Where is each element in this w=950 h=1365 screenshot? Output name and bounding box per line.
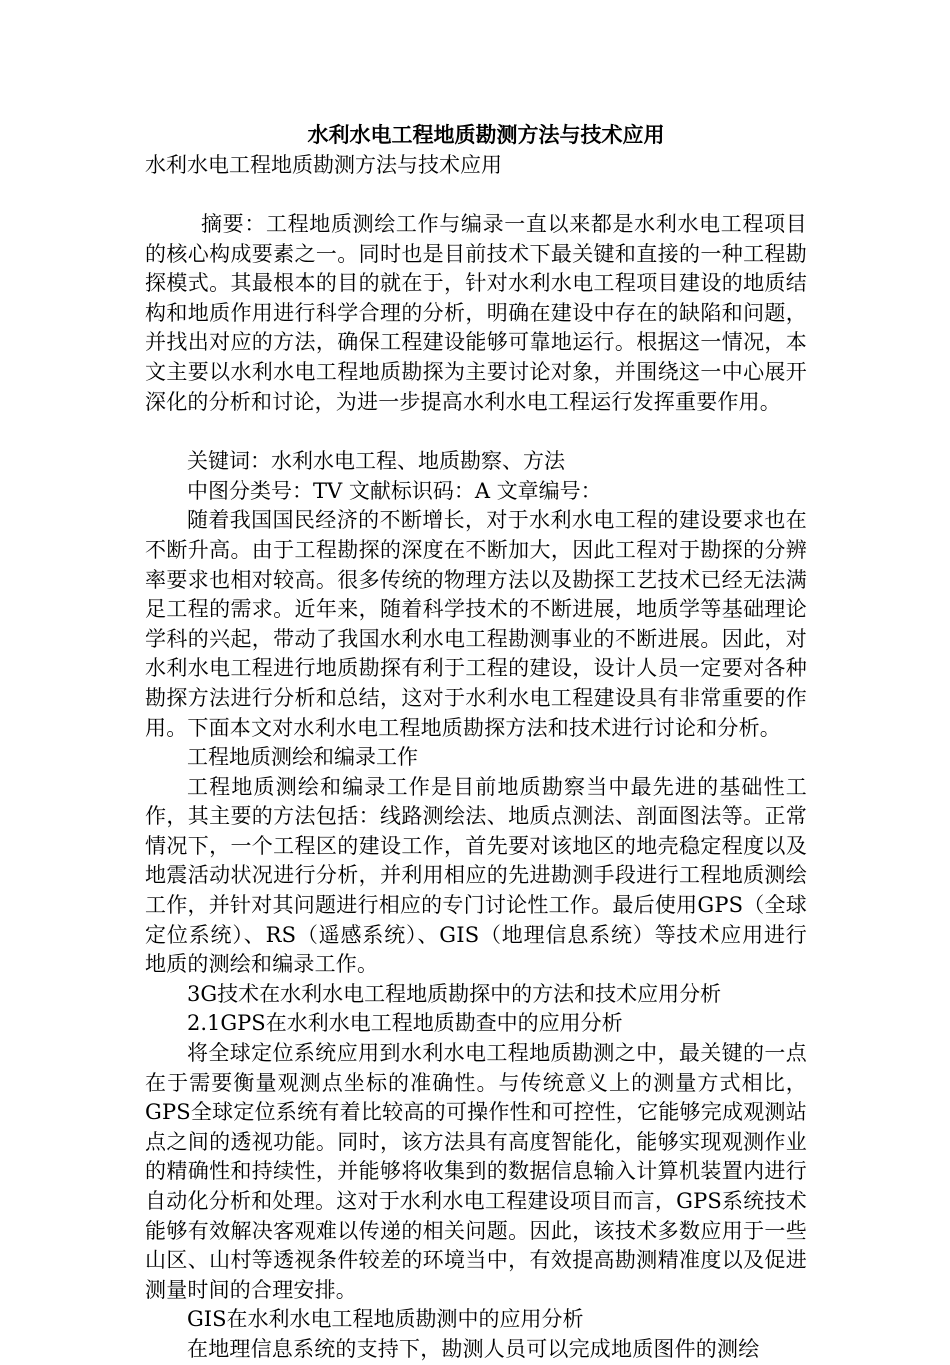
section-2-1-heading: 2.1GPS在水利水电工程地质勘查中的应用分析 xyxy=(187,1011,623,1036)
abstract-paragraph: 摘要：工程地质测绘工作与编录一直以来都是水利水电工程项目的核心构成要素之一。同时也是目前技术下最关键和直接的一种工程勘探模式。其最根本的目的就在于，针对水利水电工程项目建设的地质结构和地质作用进行科学合理的分析，明确在建设中存在的缺陷和问题，并找出对应的方法，确保工程建设能够可靠地运行。根据这一情况，本文主要以水利水电工程地质勘探为主要讨论对象，并围绕这一中心展开深化的分析和讨论，为进一步提高水利水电工程运行发挥重要作用。 xyxy=(145,212,807,414)
document-title: 水利水电工程地质勘测方法与技术应用 xyxy=(307,122,665,147)
section-1-heading: 工程地质测绘和编录工作 xyxy=(187,745,418,770)
blank-line xyxy=(145,417,807,447)
section-1-paragraph: 工程地质测绘和编录工作是目前地质勘察当中最先进的基础性工作，其主要的方法包括：线路测绘法、地质点测法、剖面图法等。正常情况下，一个工程区的建设工作，首先要对该地区的地壳稳定程度以及地震活动状况进行分析，并利用相应的先进勘测手段进行工程地质测绘工作，并针对其问题进行相应的专门讨论性工作。最后使用GPS（全球定位系统）、RS（遥感系统）、GIS（地理信息系统）等技术应用进行地质的测绘和编录工作。 xyxy=(145,774,807,977)
intro-paragraph: 随着我国国民经济的不断增长，对于水利水电工程的建设要求也在不断升高。由于工程勘探的深度在不断加大，因此工程对于勘探的分辨率要求也相对较高。很多传统的物理方法以及勘探工艺技术已经无法满足工程的需求。近年来，随着科学技术的不断进展，地质学等基础理论学科的兴起，带动了我国水利水电工程勘测事业的不断进展。因此，对水利水电工程进行地质勘探有利于工程的建设，设计人员一定要对各种勘探方法进行分析和总结，这对于水利水电工程建设具有非常重要的作用。下面本文对水利水电工程地质勘探方法和技术进行讨论和分析。 xyxy=(145,508,807,740)
section-2-1-paragraph: 将全球定位系统应用到水利水电工程地质勘测之中，最关键的一点在于需要衡量观测点坐标的准确性。与传统意义上的测量方式相比，GPS全球定位系统有着比较高的可操作性和可控性，它能够完成观测站点之间的透视功能。同时，该方法具有高度智能化，能够实现观测作业的精确性和持续性，并能够将收集到的数据信息输入计算机装置内进行自动化分析和处理。这对于水利水电工程建设项目而言，GPS系统技术能够有效解决客观难以传递的相关问题。因此，该技术多数应用于一些山区、山村等透视条件较差的环境当中，有效提高勘测精准度以及促进测量时间的合理安排。 xyxy=(145,1041,807,1302)
document-page xyxy=(145,120,807,1365)
blank-line xyxy=(145,180,807,210)
section-2-2-heading: GIS在水利水电工程地质勘测中的应用分析 xyxy=(187,1307,584,1332)
keywords-line: 关键词：水利水电工程、地质勘察、方法 xyxy=(187,449,565,474)
document-subtitle: 水利水电工程地质勘测方法与技术应用 xyxy=(145,153,502,177)
classification-line: 中图分类号：TV 文献标识码：A 文章编号： xyxy=(187,478,602,503)
section-2-heading: 3G技术在水利水电工程地质勘探中的方法和技术应用分析 xyxy=(187,981,722,1006)
section-2-2-paragraph: 在地理信息系统的支持下，勘测人员可以完成地质图件的测绘 xyxy=(187,1336,760,1361)
